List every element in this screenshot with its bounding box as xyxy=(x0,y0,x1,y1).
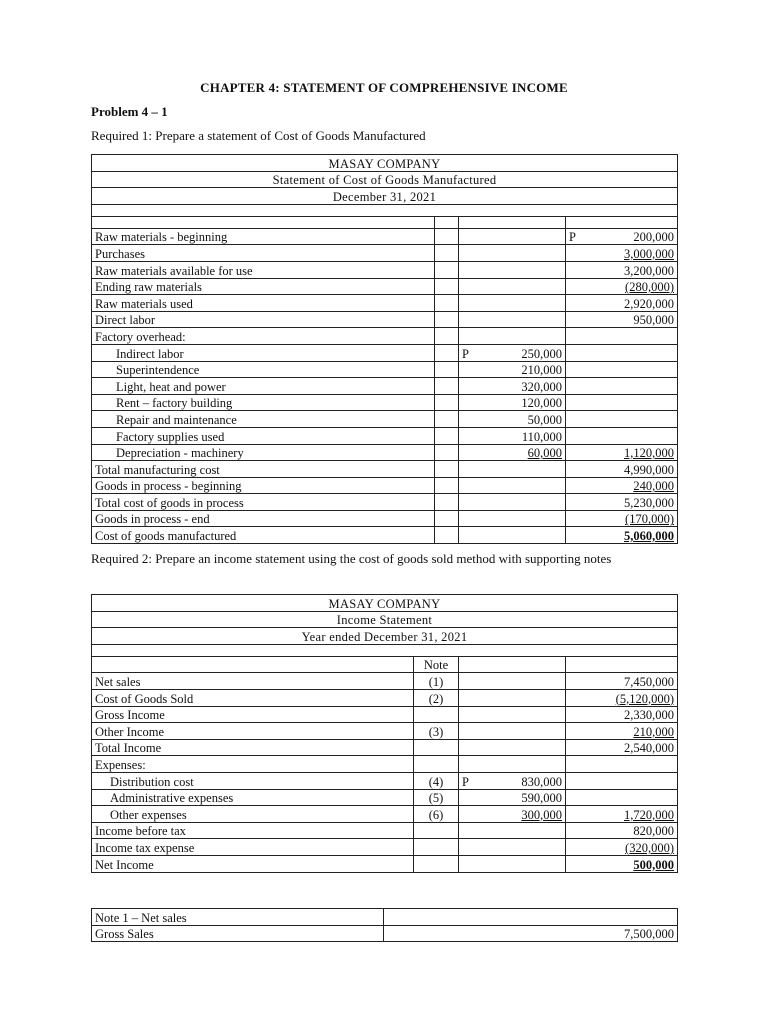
subtotal-amount: 590,000 xyxy=(521,791,562,806)
statement-date: December 31, 2021 xyxy=(92,188,678,205)
subtotal-amount-cell xyxy=(459,772,566,789)
total-amount-cell xyxy=(566,806,678,823)
blank-cell xyxy=(435,295,459,312)
subtotal-amount: 830,000 xyxy=(521,774,562,789)
total-amount: 2,330,000 xyxy=(624,708,674,723)
total-amount-cell xyxy=(566,228,678,245)
blank-cell xyxy=(435,461,459,478)
total-amount-cell xyxy=(566,378,678,395)
total-amount-cell xyxy=(566,261,678,278)
blank-cell xyxy=(459,656,566,673)
total-amount: 3,000,000 xyxy=(624,246,674,261)
income-row xyxy=(92,706,678,723)
subtotal-amount-cell xyxy=(459,228,566,245)
subtotal-amount-cell xyxy=(459,344,566,361)
total-amount-cell xyxy=(566,839,678,856)
subtotal-amount-cell xyxy=(459,756,566,773)
total-amount: 1,120,000 xyxy=(624,446,674,461)
note-reference xyxy=(414,756,459,773)
blank-cell xyxy=(435,510,459,527)
page-title: CHAPTER 4: STATEMENT OF COMPREHENSIVE INCOME xyxy=(200,80,568,95)
cogm-row xyxy=(92,361,678,378)
subtotal-amount-cell xyxy=(459,689,566,706)
note-reference: (6) xyxy=(414,806,459,823)
blank-cell xyxy=(435,394,459,411)
line-label: Expenses: xyxy=(92,756,414,773)
blank-cell xyxy=(435,494,459,511)
total-amount: 4,990,000 xyxy=(624,462,674,477)
line-label: Light, heat and power xyxy=(92,378,435,395)
total-amount: 7,450,000 xyxy=(624,674,674,689)
line-label: Depreciation - machinery xyxy=(92,444,435,461)
line-label: Cost of Goods Sold xyxy=(92,689,414,706)
line-label: Cost of goods manufactured xyxy=(92,527,435,544)
required-1-text: Required 1: Prepare a statement of Cost of Goods Manufactured xyxy=(91,128,426,143)
total-amount: 7,500,000 xyxy=(384,925,678,942)
cogm-row xyxy=(92,494,678,511)
line-label: Raw materials used xyxy=(92,295,435,312)
total-amount: (5,120,000) xyxy=(615,691,674,706)
total-amount: (280,000) xyxy=(625,280,674,295)
note-reference: (1) xyxy=(414,673,459,690)
total-amount-cell xyxy=(566,411,678,428)
total-amount: 200,000 xyxy=(633,230,674,245)
line-label: Repair and maintenance xyxy=(92,411,435,428)
subtotal-amount-cell xyxy=(459,822,566,839)
blank-cell xyxy=(435,328,459,345)
blank-cell xyxy=(435,411,459,428)
subtotal-amount-cell xyxy=(459,411,566,428)
note-row xyxy=(92,925,678,942)
cogm-row xyxy=(92,278,678,295)
subtotal-amount: 210,000 xyxy=(521,363,562,378)
line-label: Raw materials - beginning xyxy=(92,228,435,245)
income-row xyxy=(92,723,678,740)
problem-heading: Problem 4 – 1 xyxy=(91,104,168,119)
blank-cell xyxy=(435,216,459,228)
line-label: Net Income xyxy=(92,855,414,872)
line-label: Income before tax xyxy=(92,822,414,839)
blank-cell xyxy=(435,527,459,544)
note-reference: (5) xyxy=(414,789,459,806)
cogm-row xyxy=(92,311,678,328)
subtotal-amount-cell xyxy=(459,378,566,395)
note-reference xyxy=(414,839,459,856)
subtotal-amount-cell xyxy=(459,394,566,411)
total-amount: 950,000 xyxy=(633,313,674,328)
subtotal-amount-cell xyxy=(459,723,566,740)
total-amount-cell xyxy=(566,723,678,740)
cogm-row xyxy=(92,411,678,428)
total-amount-cell xyxy=(566,772,678,789)
subtotal-amount-cell xyxy=(459,444,566,461)
cogm-row xyxy=(92,245,678,262)
blank-row xyxy=(92,644,678,656)
cogm-row xyxy=(92,228,678,245)
cogm-row xyxy=(92,344,678,361)
blank-cell xyxy=(435,477,459,494)
peso-sign: P xyxy=(462,774,469,789)
cogm-row xyxy=(92,461,678,478)
line-label: Goods in process - beginning xyxy=(92,477,435,494)
total-amount-cell xyxy=(566,477,678,494)
income-row xyxy=(92,855,678,872)
subtotal-amount-cell xyxy=(459,311,566,328)
cogm-row xyxy=(92,527,678,544)
total-amount-cell xyxy=(566,527,678,544)
subtotal-amount: 110,000 xyxy=(521,429,562,444)
note-reference xyxy=(414,739,459,756)
blank-cell xyxy=(384,909,678,926)
total-amount: 2,920,000 xyxy=(624,296,674,311)
line-label: Total Income xyxy=(92,739,414,756)
blank-cell xyxy=(435,311,459,328)
income-row xyxy=(92,806,678,823)
note-reference: (2) xyxy=(414,689,459,706)
blank-cell xyxy=(435,228,459,245)
total-amount-cell xyxy=(566,311,678,328)
income-row xyxy=(92,822,678,839)
total-amount-cell xyxy=(566,494,678,511)
total-amount: 210,000 xyxy=(633,724,674,739)
total-amount-cell xyxy=(566,394,678,411)
subtotal-amount-cell xyxy=(459,461,566,478)
blank-cell xyxy=(92,216,435,228)
total-amount-cell xyxy=(566,328,678,345)
income-row xyxy=(92,756,678,773)
blank-cell xyxy=(435,427,459,444)
line-label: Purchases xyxy=(92,245,435,262)
total-amount-cell xyxy=(566,510,678,527)
subtotal-amount-cell xyxy=(459,261,566,278)
subtotal-amount-cell xyxy=(459,245,566,262)
note-column-header: Note xyxy=(414,656,459,673)
line-label: Total cost of goods in process xyxy=(92,494,435,511)
line-label: Income tax expense xyxy=(92,839,414,856)
total-amount-cell xyxy=(566,444,678,461)
total-amount-cell xyxy=(566,361,678,378)
total-amount-cell xyxy=(566,245,678,262)
subtotal-amount-cell xyxy=(459,427,566,444)
subtotal-amount-cell xyxy=(459,739,566,756)
subtotal-amount-cell xyxy=(459,527,566,544)
line-label: Ending raw materials xyxy=(92,278,435,295)
peso-sign: P xyxy=(569,230,576,245)
total-amount-cell xyxy=(566,673,678,690)
total-amount-cell xyxy=(566,461,678,478)
income-row xyxy=(92,739,678,756)
total-amount-cell xyxy=(566,344,678,361)
total-amount-cell xyxy=(566,789,678,806)
subtotal-amount-cell xyxy=(459,806,566,823)
subtotal-amount: 60,000 xyxy=(527,446,562,461)
note-reference: (4) xyxy=(414,772,459,789)
total-amount: 240,000 xyxy=(633,479,674,494)
income-row xyxy=(92,673,678,690)
subtotal-amount: 320,000 xyxy=(521,379,562,394)
note-reference xyxy=(414,706,459,723)
line-label: Other expenses xyxy=(92,806,414,823)
total-amount: 500,000 xyxy=(633,857,674,872)
total-amount-cell xyxy=(566,295,678,312)
income-row xyxy=(92,789,678,806)
subtotal-amount-cell xyxy=(459,789,566,806)
blank-cell xyxy=(566,216,678,228)
total-amount: (320,000) xyxy=(625,840,674,855)
statement-title: Income Statement xyxy=(92,611,678,628)
total-amount-cell xyxy=(566,739,678,756)
income-row xyxy=(92,772,678,789)
total-amount: 2,540,000 xyxy=(624,741,674,756)
subtotal-amount: 300,000 xyxy=(521,807,562,822)
blank-cell xyxy=(435,378,459,395)
blank-cell xyxy=(435,344,459,361)
line-label: Raw materials available for use xyxy=(92,261,435,278)
cogm-row xyxy=(92,378,678,395)
blank-cell xyxy=(435,278,459,295)
total-amount-cell xyxy=(566,822,678,839)
company-name: MASAY COMPANY xyxy=(92,155,678,172)
line-label: Superintendence xyxy=(92,361,435,378)
blank-cell xyxy=(435,361,459,378)
total-amount: 1,720,000 xyxy=(624,807,674,822)
total-amount-cell xyxy=(566,756,678,773)
cogm-row xyxy=(92,261,678,278)
line-label: Factory overhead: xyxy=(92,328,435,345)
note-reference xyxy=(414,822,459,839)
blank-cell xyxy=(435,261,459,278)
income-row xyxy=(92,839,678,856)
cogm-row xyxy=(92,510,678,527)
line-label: Direct labor xyxy=(92,311,435,328)
total-amount-cell xyxy=(566,689,678,706)
subtotal-amount-cell xyxy=(459,706,566,723)
cogm-row xyxy=(92,394,678,411)
cogm-row xyxy=(92,295,678,312)
subtotal-amount-cell xyxy=(459,494,566,511)
statement-title: Statement of Cost of Goods Manufactured xyxy=(92,171,678,188)
line-label: Distribution cost xyxy=(92,772,414,789)
cogm-statement-table xyxy=(91,154,678,544)
income-statement-table xyxy=(91,594,678,873)
total-amount-cell xyxy=(566,706,678,723)
subtotal-amount-cell xyxy=(459,295,566,312)
line-label: Total manufacturing cost xyxy=(92,461,435,478)
cogm-row xyxy=(92,477,678,494)
subtotal-amount: 50,000 xyxy=(527,412,562,427)
note-1-table xyxy=(91,908,678,942)
blank-cell xyxy=(435,444,459,461)
cogm-row xyxy=(92,444,678,461)
required-2-text: Required 2: Prepare an income statement using the cost of goods sold method with supporting notes xyxy=(91,551,612,566)
total-amount-cell xyxy=(566,427,678,444)
company-name: MASAY COMPANY xyxy=(92,595,678,612)
subtotal-amount-cell xyxy=(459,673,566,690)
total-amount-cell xyxy=(566,855,678,872)
blank-row xyxy=(92,204,678,216)
subtotal-amount-cell xyxy=(459,855,566,872)
blank-cell xyxy=(435,245,459,262)
line-label: Net sales xyxy=(92,673,414,690)
cogm-row xyxy=(92,328,678,345)
blank-cell xyxy=(459,216,566,228)
note-reference xyxy=(414,855,459,872)
income-row xyxy=(92,689,678,706)
subtotal-amount-cell xyxy=(459,361,566,378)
subtotal-amount: 120,000 xyxy=(521,396,562,411)
line-label: Administrative expenses xyxy=(92,789,414,806)
statement-date: Year ended December 31, 2021 xyxy=(92,628,678,645)
subtotal-amount: 250,000 xyxy=(521,346,562,361)
total-amount: 820,000 xyxy=(633,824,674,839)
subtotal-amount-cell xyxy=(459,839,566,856)
total-amount: (170,000) xyxy=(625,512,674,527)
note-1-title: Note 1 – Net sales xyxy=(92,909,384,926)
line-label: Rent – factory building xyxy=(92,394,435,411)
total-amount: 5,060,000 xyxy=(624,529,674,544)
note-reference: (3) xyxy=(414,723,459,740)
subtotal-amount-cell xyxy=(459,477,566,494)
line-label: Gross Income xyxy=(92,706,414,723)
line-label: Indirect labor xyxy=(92,344,435,361)
total-amount: 5,230,000 xyxy=(624,495,674,510)
line-label: Goods in process - end xyxy=(92,510,435,527)
subtotal-amount-cell xyxy=(459,328,566,345)
subtotal-amount-cell xyxy=(459,278,566,295)
total-amount: 3,200,000 xyxy=(624,263,674,278)
blank-cell xyxy=(566,656,678,673)
line-label: Gross Sales xyxy=(92,925,384,942)
line-label: Factory supplies used xyxy=(92,427,435,444)
cogm-row xyxy=(92,427,678,444)
total-amount-cell xyxy=(566,278,678,295)
line-label: Other Income xyxy=(92,723,414,740)
peso-sign: P xyxy=(462,346,469,361)
blank-cell xyxy=(92,656,414,673)
subtotal-amount-cell xyxy=(459,510,566,527)
